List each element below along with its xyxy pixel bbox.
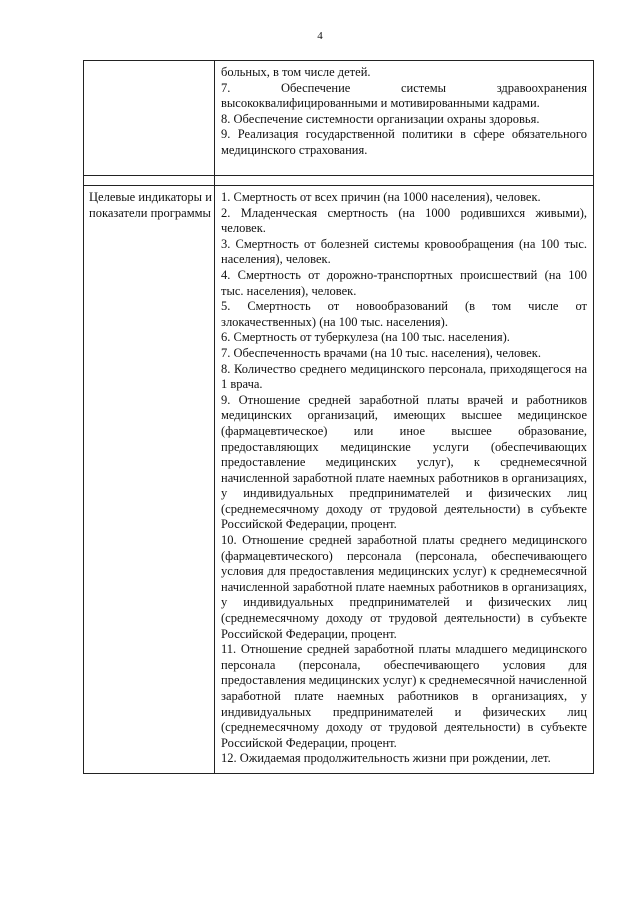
page-number: 4 (317, 30, 323, 42)
list-item: 11. Отношение средней заработной платы младшего медицинского персонала (персонала, обеспечивающего условия для предоставления медицинских услуг) к среднемесячной начисленной заработной плате наемных работников в организациях, у индивидуальных предпринимателей и физических лиц (среднемесячному доходу от трудовой деятельности) в субъекте Российской Федерации, процент. (221, 642, 587, 750)
table-row-goals (84, 61, 594, 176)
row1-label-cell (84, 61, 215, 176)
list-item: 2. Младенческая смертность (на 1000 родившихся живыми), человек. (221, 205, 587, 236)
list-item: 9. Отношение средней заработной платы врачей и работников медицинских организаций, имеющих высшее медицинское (фармацевтическое) или иное высшее образование, предоставляющих медицинские услуги (обеспечивающих предоставление медицинских услуг), к среднемесячной начисленной заработной плате наемных работников в организациях, у индивидуальных предпринимателей и физических лиц (среднемесячному доходу от трудовой деятельности) в субъекте Российской Федерации, процент. (221, 392, 587, 532)
table-row-indicators (84, 186, 594, 774)
list-item: 8. Обеспечение системности организации охраны здоровья. (221, 111, 540, 126)
list-item: 7. Обеспечение системы здравоохранения высококвалифицированными и мотивированными кадрами. (221, 80, 587, 111)
spacer-cell-left (84, 176, 215, 186)
row2-label-cell (84, 186, 215, 774)
row1-content-cell (215, 61, 594, 176)
list-item: 10. Отношение средней заработной платы среднего медицинского (фармацевтического) персонала (персонала, обеспечивающего условия для предоставления медицинских услуг) к среднемесячной начисленной заработной плате наемных работников в организациях, у индивидуальных предпринимателей и физических лиц (среднемесячному доходу от трудовой деятельности) в субъекте Российской Федерации, процент. (221, 533, 587, 641)
row-label: Целевые индикаторы и показатели программы (89, 190, 212, 220)
list-item: 4. Смертность от дорожно-транспортных происшествий (на 100 тыс. населения), человек. (221, 267, 587, 298)
list-item: 6. Смертность от туберкулеза (на 100 тыс. населения). (221, 330, 510, 345)
table-spacer-row (84, 176, 594, 186)
spacer-cell-right (215, 176, 594, 186)
list-item: 9. Реализация государственной политики в сфере обязательного медицинского страхования. (221, 127, 587, 157)
row2-content-cell (215, 186, 594, 774)
list-item: 3. Смертность от болезней системы кровообращения (на 100 тыс. населения), человек. (221, 236, 587, 267)
list-item: 7. Обеспеченность врачами (на 10 тыс. населения), человек. (221, 345, 541, 360)
passport-table (83, 60, 594, 774)
list-item: 5. Смертность от новообразований (в том числе от злокачественных) (на 100 тыс. населения). (221, 299, 587, 329)
list-item: 1. Смертность от всех причин (на 1000 населения), человек. (221, 190, 541, 204)
list-item: больных, в том числе детей. (221, 65, 371, 79)
list-item: 8. Количество среднего медицинского персонала, приходящегося на 1 врача. (221, 361, 587, 392)
list-item: 12. Ожидаемая продолжительность жизни при рождении, лет. (221, 751, 551, 766)
